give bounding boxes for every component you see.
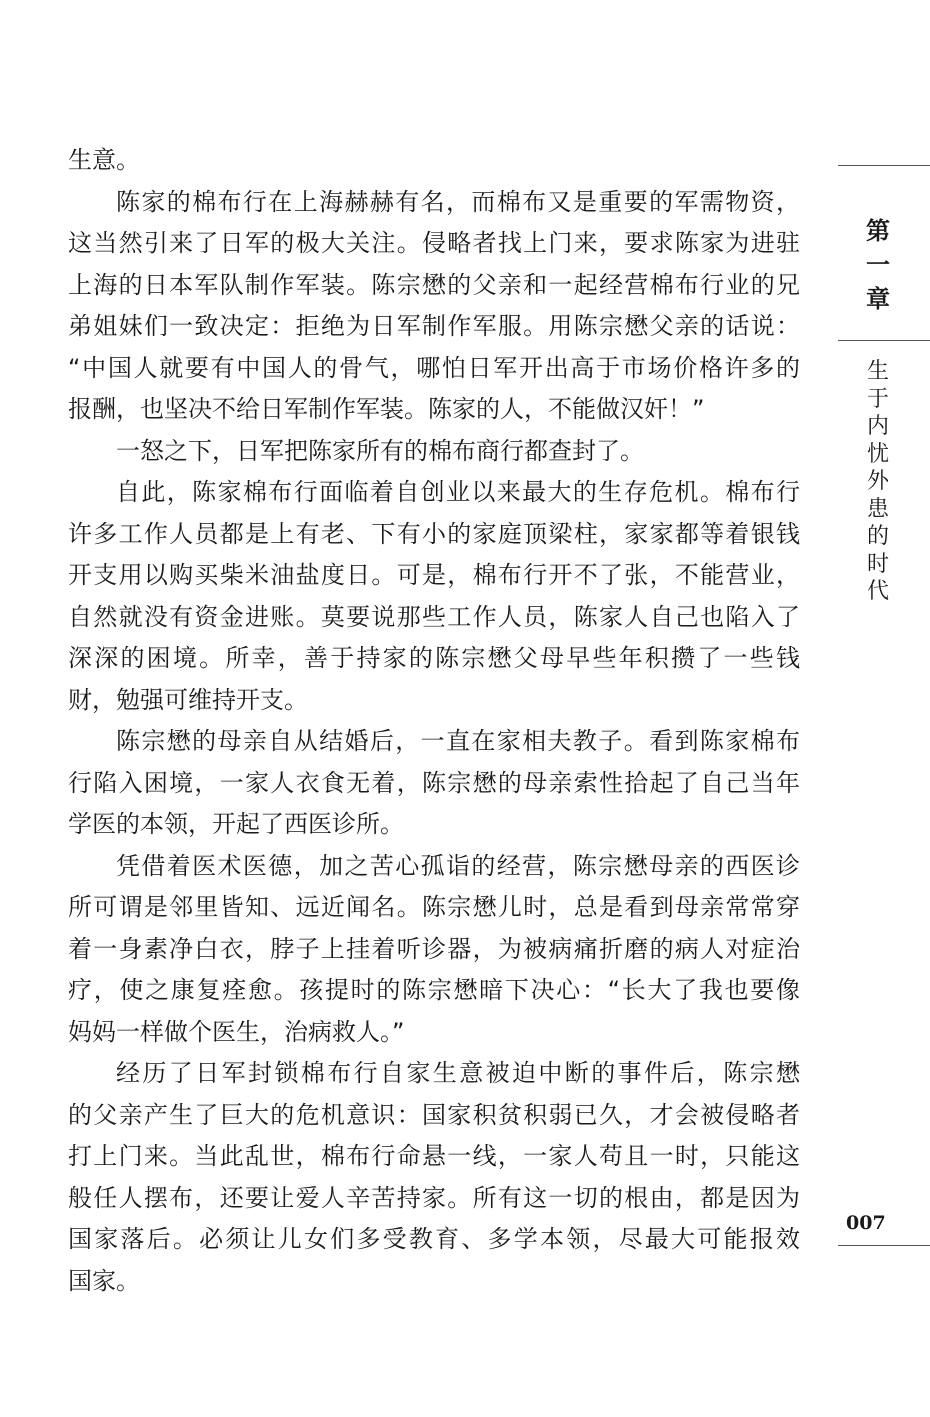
margin-rule-bottom: [838, 1245, 930, 1246]
text-line: 国家落后。必须让儿女们多受教育、多学本领，尽最大可能报效: [68, 1225, 800, 1253]
text-line: “中国人就要有中国人的骨气，哪怕日军开出高于市场价格许多的: [68, 353, 800, 382]
text-line: 财，勉强可维持开支。: [68, 685, 308, 714]
text-line: 陈宗懋的母亲自从结婚后，一直在家相夫教子。看到陈家棉布: [116, 727, 800, 755]
section-char: 生: [866, 359, 889, 384]
text-line: 行陷入困境，一家人衣食无着，陈宗懋的母亲索性拾起了自己当年: [68, 768, 800, 797]
text-line: 自然就没有资金进账。莫要说那些工作人员，陈家人自己也陷入了: [68, 602, 800, 631]
text-line: 深深的困境。所幸，善于持家的陈宗懋父母早些年积攒了一些钱: [68, 644, 800, 672]
section-char: 外: [866, 469, 889, 494]
chapter-char: 第: [866, 217, 890, 245]
text-line: 许多工作人员都是上有老、下有小的家庭顶梁柱，家家都等着银钱: [68, 519, 800, 548]
text-line: 所可谓是邻里皆知、远近闻名。陈宗懋儿时，总是看到母亲常常穿: [68, 893, 800, 921]
text-line: 自此，陈家棉布行面临着自创业以来最大的生存危机。棉布行: [116, 478, 800, 506]
text-line: 般任人摆布，还要让爱人辛苦持家。所有这一切的根由，都是因为: [68, 1183, 800, 1212]
section-char: 的: [866, 524, 889, 549]
margin-rule-middle: [838, 340, 930, 341]
chapter-char: 一: [866, 251, 890, 279]
section-char: 忧: [866, 441, 889, 467]
text-line: 的父亲产生了巨大的危机意识：国家积贫积弱已久，才会被侵略者: [68, 1100, 800, 1129]
section-char: 患: [866, 496, 889, 522]
body-text: [68, 140, 800, 1302]
text-line: 妈妈一样做个医生，治病救人。”: [68, 1017, 405, 1046]
section-char: 代: [866, 579, 889, 604]
text-line: 陈家的棉布行在上海赫赫有名，而棉布又是重要的军需物资，: [116, 187, 800, 216]
section-title: [858, 358, 898, 606]
section-char: 于: [866, 386, 889, 412]
text-line: 凭借着医术医德，加之苦心孤诣的经营，陈宗懋母亲的西医诊: [116, 851, 800, 880]
text-line: 国家。: [68, 1266, 140, 1295]
text-line: 疗，使之康复痊愈。孩提时的陈宗懋暗下决心：“长大了我也要像: [68, 976, 800, 1004]
text-line: 一怒之下，日军把陈家所有的棉布商行都查封了。: [116, 436, 644, 465]
chapter-label: [858, 214, 898, 316]
text-line: 学医的本领，开起了西医诊所。: [68, 810, 404, 838]
margin-rule-top: [838, 165, 930, 166]
text-line: 上海的日本军队制作军装。陈宗懋的父亲和一起经营棉布行业的兄: [68, 270, 800, 299]
text-line: 经历了日军封锁棉布行自家生意被迫中断的事件后，陈宗懋: [116, 1059, 800, 1087]
section-char: 时: [866, 551, 889, 577]
text-line: 生意。: [68, 146, 140, 174]
text-line: 报酬，也坚决不给日军制作军装。陈家的人，不能做汉奸！”: [68, 395, 705, 423]
text-line: 开支用以购买柴米油盐度日。可是，棉布行开不了张，不能营业，: [68, 561, 800, 589]
text-line: 这当然引来了日军的极大关注。侵略者找上门来，要求陈家为进驻: [68, 229, 800, 257]
section-char: 内: [866, 414, 889, 439]
text-line: 着一身素净白衣，脖子上挂着听诊器，为被病痛折磨的病人对症治: [68, 934, 800, 963]
chapter-char: 章: [866, 285, 890, 313]
page-number: 007: [846, 1212, 886, 1234]
text-line: 弟姐妹们一致决定：拒绝为日军制作军服。用陈宗懋父亲的话说：: [68, 312, 800, 340]
text-line: 打上门来。当此乱世，棉布行命悬一线，一家人苟且一时，只能这: [68, 1142, 800, 1170]
